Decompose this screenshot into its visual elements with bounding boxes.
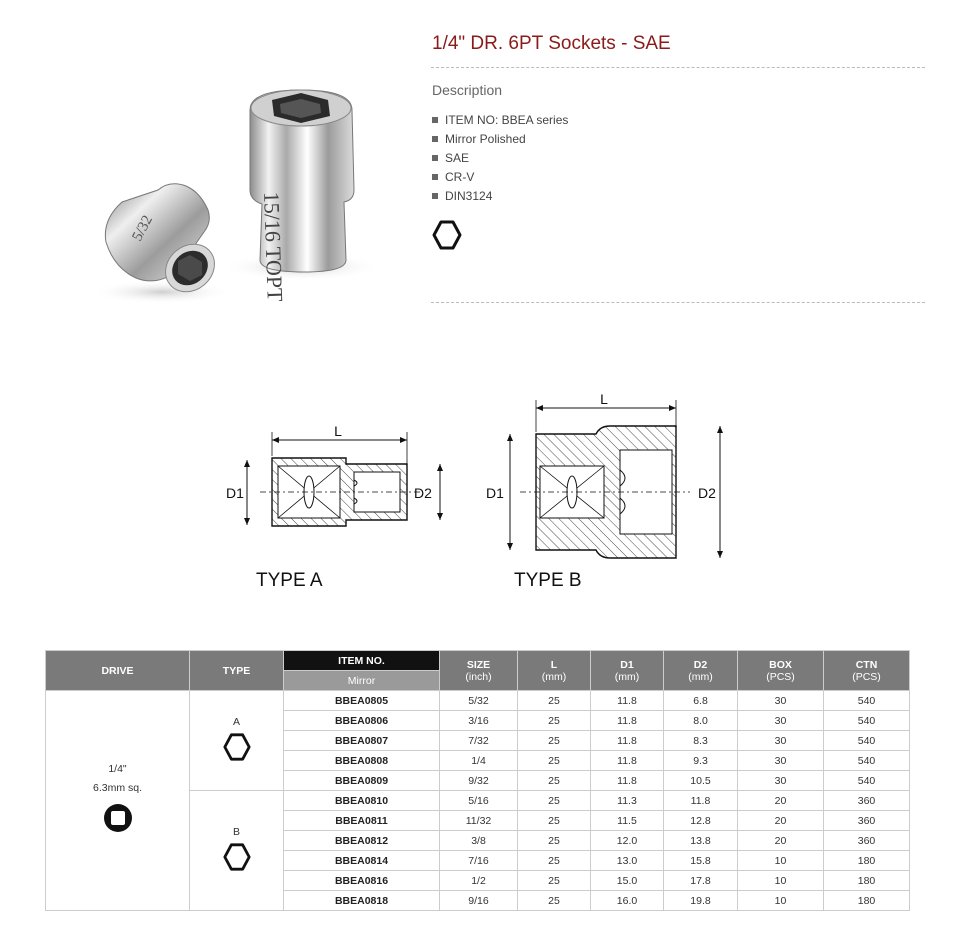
header-ctn: CTN (PCS) [824,651,910,691]
header-item-no: ITEM NO. [284,651,440,671]
cell-ctn: 360 [824,831,910,851]
cell-size: 9/32 [440,771,518,791]
type-cell [190,791,284,911]
cell-l: 25 [518,751,591,771]
cell-l: 25 [518,771,591,791]
cell-item: BBEA0806 [284,711,440,731]
cell-item: BBEA0816 [284,871,440,891]
header-drive: DRIVE [46,651,190,691]
cell-d1: 15.0 [591,871,664,891]
cell-l: 25 [518,711,591,731]
cell-d2: 13.8 [664,831,738,851]
cell-item: BBEA0807 [284,731,440,751]
type-letter: B [232,826,240,838]
cell-ctn: 180 [824,851,910,871]
cell-size: 1/4 [440,751,518,771]
bullet-icon [432,117,438,123]
cell-ctn: 360 [824,811,910,831]
cell-item: BBEA0814 [284,851,440,871]
cell-ctn: 360 [824,791,910,811]
cell-ctn: 540 [824,691,910,711]
cell-box: 20 [738,811,824,831]
cell-ctn: 180 [824,871,910,891]
cell-d1: 11.8 [591,751,664,771]
cell-box: 20 [738,831,824,851]
drive-cell [46,691,190,911]
cell-size: 11/32 [440,811,518,831]
cell-size: 7/32 [440,731,518,751]
cell-d1: 12.0 [591,831,664,851]
type-b-l-label: L [600,391,608,407]
cell-d2: 12.8 [664,811,738,831]
type-b-drawing [486,391,720,558]
cell-d1: 11.3 [591,791,664,811]
cell-box: 30 [738,691,824,711]
cell-size: 5/32 [440,691,518,711]
photo-marking-small: 5/32 [129,212,157,244]
header-d1: D1 (mm) [591,651,664,691]
description-divider [431,302,925,303]
cell-item: BBEA0809 [284,771,440,791]
drive-square-size: 6.3mm sq. [92,782,142,794]
cell-size: 7/16 [440,851,518,871]
cell-d1: 11.8 [591,731,664,751]
cell-ctn: 540 [824,751,910,771]
square-drive-icon [102,802,134,834]
cell-item: BBEA0808 [284,751,440,771]
type-b-d2-label: D2 [698,485,716,501]
bullet-icon [432,174,438,180]
header-type: TYPE [190,651,284,691]
description-heading: Description [432,82,503,98]
header-size: SIZE (inch) [440,651,518,691]
bullet-icon [432,136,438,142]
feature-item: ITEM NO: BBEA series [432,110,568,129]
cell-ctn: 540 [824,771,910,791]
type-a-l-label: L [334,423,342,439]
header-mirror: Mirror [284,671,440,691]
hexagon-icon [222,842,252,872]
cell-size: 3/8 [440,831,518,851]
cell-item: BBEA0812 [284,831,440,851]
type-letter: A [232,716,240,728]
drive-size: 1/4" [108,763,127,775]
cell-l: 25 [518,851,591,871]
type-cell [190,691,284,791]
cell-d1: 11.5 [591,811,664,831]
cell-box: 30 [738,731,824,751]
product-title: 1/4" DR. 6PT Sockets - SAE [432,33,671,54]
technical-drawing [220,388,740,598]
cell-d2: 17.8 [664,871,738,891]
product-photo [92,82,382,307]
feature-item: DIN3124 [432,186,568,205]
cell-ctn: 180 [824,891,910,911]
cell-size: 3/16 [440,711,518,731]
feature-item: SAE [432,148,568,167]
cell-item: BBEA0810 [284,791,440,811]
cell-d2: 19.8 [664,891,738,911]
cell-box: 10 [738,871,824,891]
type-a-label: TYPE A [256,570,323,591]
cell-l: 25 [518,691,591,711]
cell-d1: 13.0 [591,851,664,871]
cell-d2: 6.8 [664,691,738,711]
cell-d1: 11.8 [591,771,664,791]
cell-d1: 11.8 [591,711,664,731]
cell-box: 20 [738,791,824,811]
cell-item: BBEA0811 [284,811,440,831]
cell-size: 1/2 [440,871,518,891]
spec-table [45,650,910,911]
cell-l: 25 [518,731,591,751]
cell-d2: 10.5 [664,771,738,791]
feature-item: CR-V [432,167,568,186]
cell-ctn: 540 [824,731,910,751]
cell-d2: 15.8 [664,851,738,871]
cell-box: 30 [738,751,824,771]
type-a-drawing [226,423,440,526]
bullet-icon [432,193,438,199]
photo-marking-large: 15/16 TOPT [259,191,288,302]
cell-size: 9/16 [440,891,518,911]
cell-size: 5/16 [440,791,518,811]
cell-d2: 8.3 [664,731,738,751]
cell-box: 10 [738,891,824,911]
cell-d2: 9.3 [664,751,738,771]
cell-box: 30 [738,711,824,731]
feature-list [432,110,568,205]
cell-d1: 11.8 [591,691,664,711]
title-divider [431,67,925,68]
header-box: BOX (PCS) [738,651,824,691]
type-b-d1-label: D1 [486,485,504,501]
cell-l: 25 [518,891,591,911]
bullet-icon [432,155,438,161]
type-a-d1-label: D1 [226,485,244,501]
cell-l: 25 [518,831,591,851]
feature-item: Mirror Polished [432,129,568,148]
cell-l: 25 [518,871,591,891]
type-b-label: TYPE B [514,570,582,591]
cell-d1: 16.0 [591,891,664,911]
cell-box: 10 [738,851,824,871]
header-l: L (mm) [518,651,591,691]
hexagon-icon [222,732,252,762]
type-a-d2-label: D2 [414,485,432,501]
cell-item: BBEA0805 [284,691,440,711]
header-d2: D2 (mm) [664,651,738,691]
cell-item: BBEA0818 [284,891,440,911]
table-row [46,691,910,711]
cell-d2: 11.8 [664,791,738,811]
cell-l: 25 [518,811,591,831]
cell-d2: 8.0 [664,711,738,731]
cell-box: 30 [738,771,824,791]
cell-l: 25 [518,791,591,811]
hexagon-icon [431,219,463,251]
cell-ctn: 540 [824,711,910,731]
